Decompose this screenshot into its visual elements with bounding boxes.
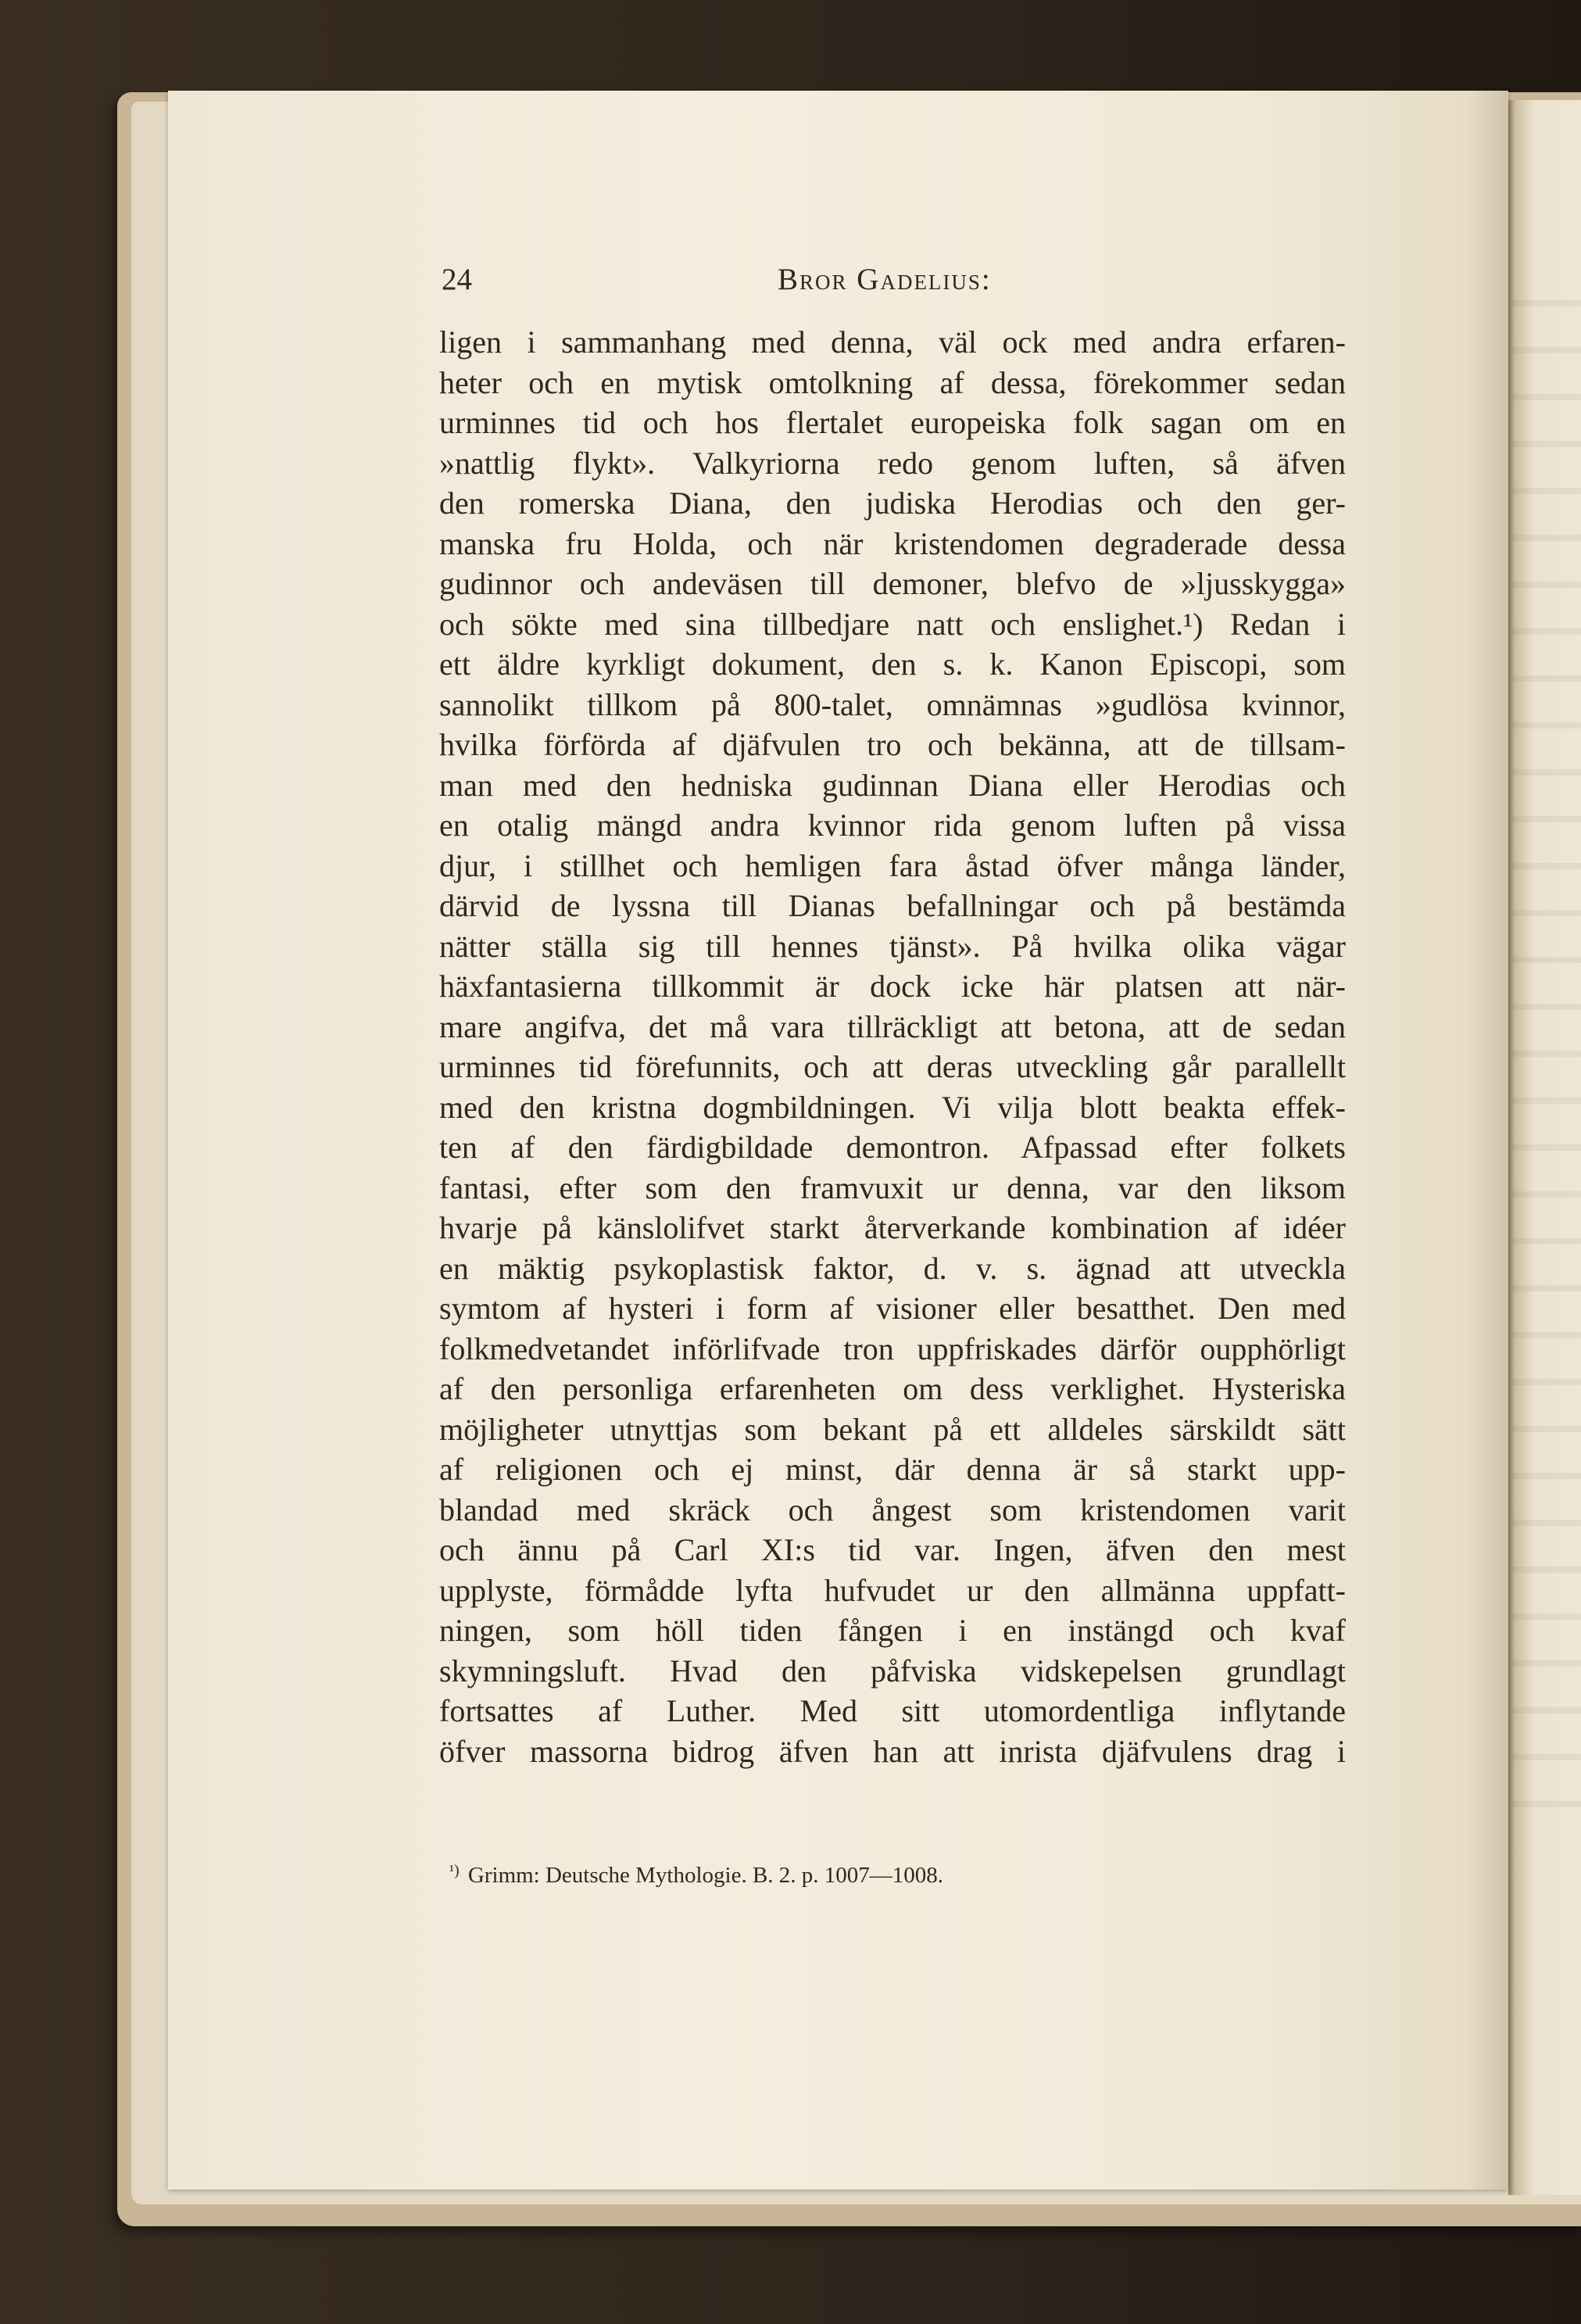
text-line: folkmedvetandet införlifvade tron uppfriskades därför oupphörligt — [439, 1330, 1346, 1366]
text-line: skymningsluft. Hvad den påfviska vidskepelsen grundlagt — [439, 1653, 1346, 1688]
text-line: häxfantasierna tillkommit är dock icke här platsen att när- — [439, 969, 1346, 1004]
text-line: öfver massorna bidrog äfven han att inrista djäfvulens drag i — [439, 1733, 1346, 1769]
text-line: ligen i sammanhang med denna, väl ock med andra erfaren- — [439, 324, 1346, 360]
text-line: en mäktig psykoplastisk faktor, d. v. s. ägnad att utveckla — [439, 1250, 1346, 1286]
text-line: symtom af hysteri i form af visioner eller besatthet. Den med — [439, 1291, 1346, 1326]
text-line: därvid de lyssna till Dianas befallningar och på bestämda — [439, 888, 1346, 923]
facing-page-bleed — [1512, 266, 1581, 1829]
text-line: och ännu på Carl XI:s tid var. Ingen, äfven den mest — [439, 1532, 1346, 1567]
footnote-marker: ¹) — [449, 1862, 460, 1879]
footnote — [449, 1862, 943, 1889]
text-line: manska fru Holda, och när kristendomen degraderade dessa — [439, 525, 1346, 561]
text-line: ten af den färdigbildade demontron. Afpassad efter folkets — [439, 1130, 1346, 1165]
text-line: urminnes tid förefunnits, och att deras utveckling går parallellt — [439, 1049, 1346, 1084]
text-line: upplyste, förmådde lyfta hufvudet ur den allmänna uppfatt- — [439, 1572, 1346, 1608]
text-line: fortsattes af Luther. Med sitt utomordentliga inflytande — [439, 1693, 1346, 1728]
text-line: en otalig mängd andra kvinnor rida genom luften på vissa — [439, 807, 1346, 843]
running-head: Bror Gadelius: — [778, 263, 992, 296]
text-line: nätter ställa sig till hennes tjänst». På hvilka olika vägar — [439, 928, 1346, 964]
footnote-text: Grimm: Deutsche Mythologie. B. 2. p. 1007—1008. — [467, 1863, 944, 1888]
text-line: heter och en mytisk omtolkning af dessa, förekommer sedan — [439, 364, 1346, 400]
text-line: mare angifva, det må vara tillräckligt att betona, att de sedan — [439, 1008, 1346, 1044]
text-line: den romerska Diana, den judiska Herodias och den ger- — [439, 485, 1346, 521]
text-line: man med den hedniska gudinnan Diana eller Herodias och — [439, 767, 1346, 803]
body-text — [439, 322, 1346, 1771]
text-line: djur, i stillhet och hemligen fara åstad öfver många länder, — [439, 847, 1346, 883]
text-line: blandad med skräck och ångest som kristendomen varit — [439, 1491, 1346, 1527]
text-line: fantasi, efter som den framvuxit ur denna, var den liksom — [439, 1169, 1346, 1205]
text-line: af den personliga erfarenheten om dess verklighet. Hysteriska — [439, 1371, 1346, 1406]
text-line: ett äldre kyrkligt dokument, den s. k. Kanon Episcopi, som — [439, 646, 1346, 682]
text-line: med den kristna dogmbildningen. Vi vilja blott beakta effek- — [439, 1089, 1346, 1125]
text-line: hvarje på känslolifvet starkt återverkande kombination af idéer — [439, 1210, 1346, 1245]
text-line: möjligheter utnyttjas som bekant på ett alldeles särskildt sätt — [439, 1411, 1346, 1447]
text-line: gudinnor och andeväsen till demoner, blefvo de »ljusskygga» — [439, 566, 1346, 601]
text-line: och sökte med sina tillbedjare natt och enslighet.¹) Redan i — [439, 606, 1346, 642]
text-line: »nattlig flykt». Valkyriorna redo genom luften, så äfven — [439, 445, 1346, 481]
text-line: hvilka förförda af djäfvulen tro och bekänna, att de tillsam- — [439, 727, 1346, 762]
text-line: sannolikt tillkom på 800-talet, omnämnas »gudlösa kvinnor, — [439, 686, 1346, 722]
page-number: 24 — [442, 263, 472, 296]
text-line: ningen, som höll tiden fången i en instängd och kvaf — [439, 1613, 1346, 1648]
text-line: urminnes tid och hos flertalet europeiska folk sagan om en — [439, 405, 1346, 440]
text-line: af religionen och ej minst, där denna är så starkt upp- — [439, 1452, 1346, 1487]
